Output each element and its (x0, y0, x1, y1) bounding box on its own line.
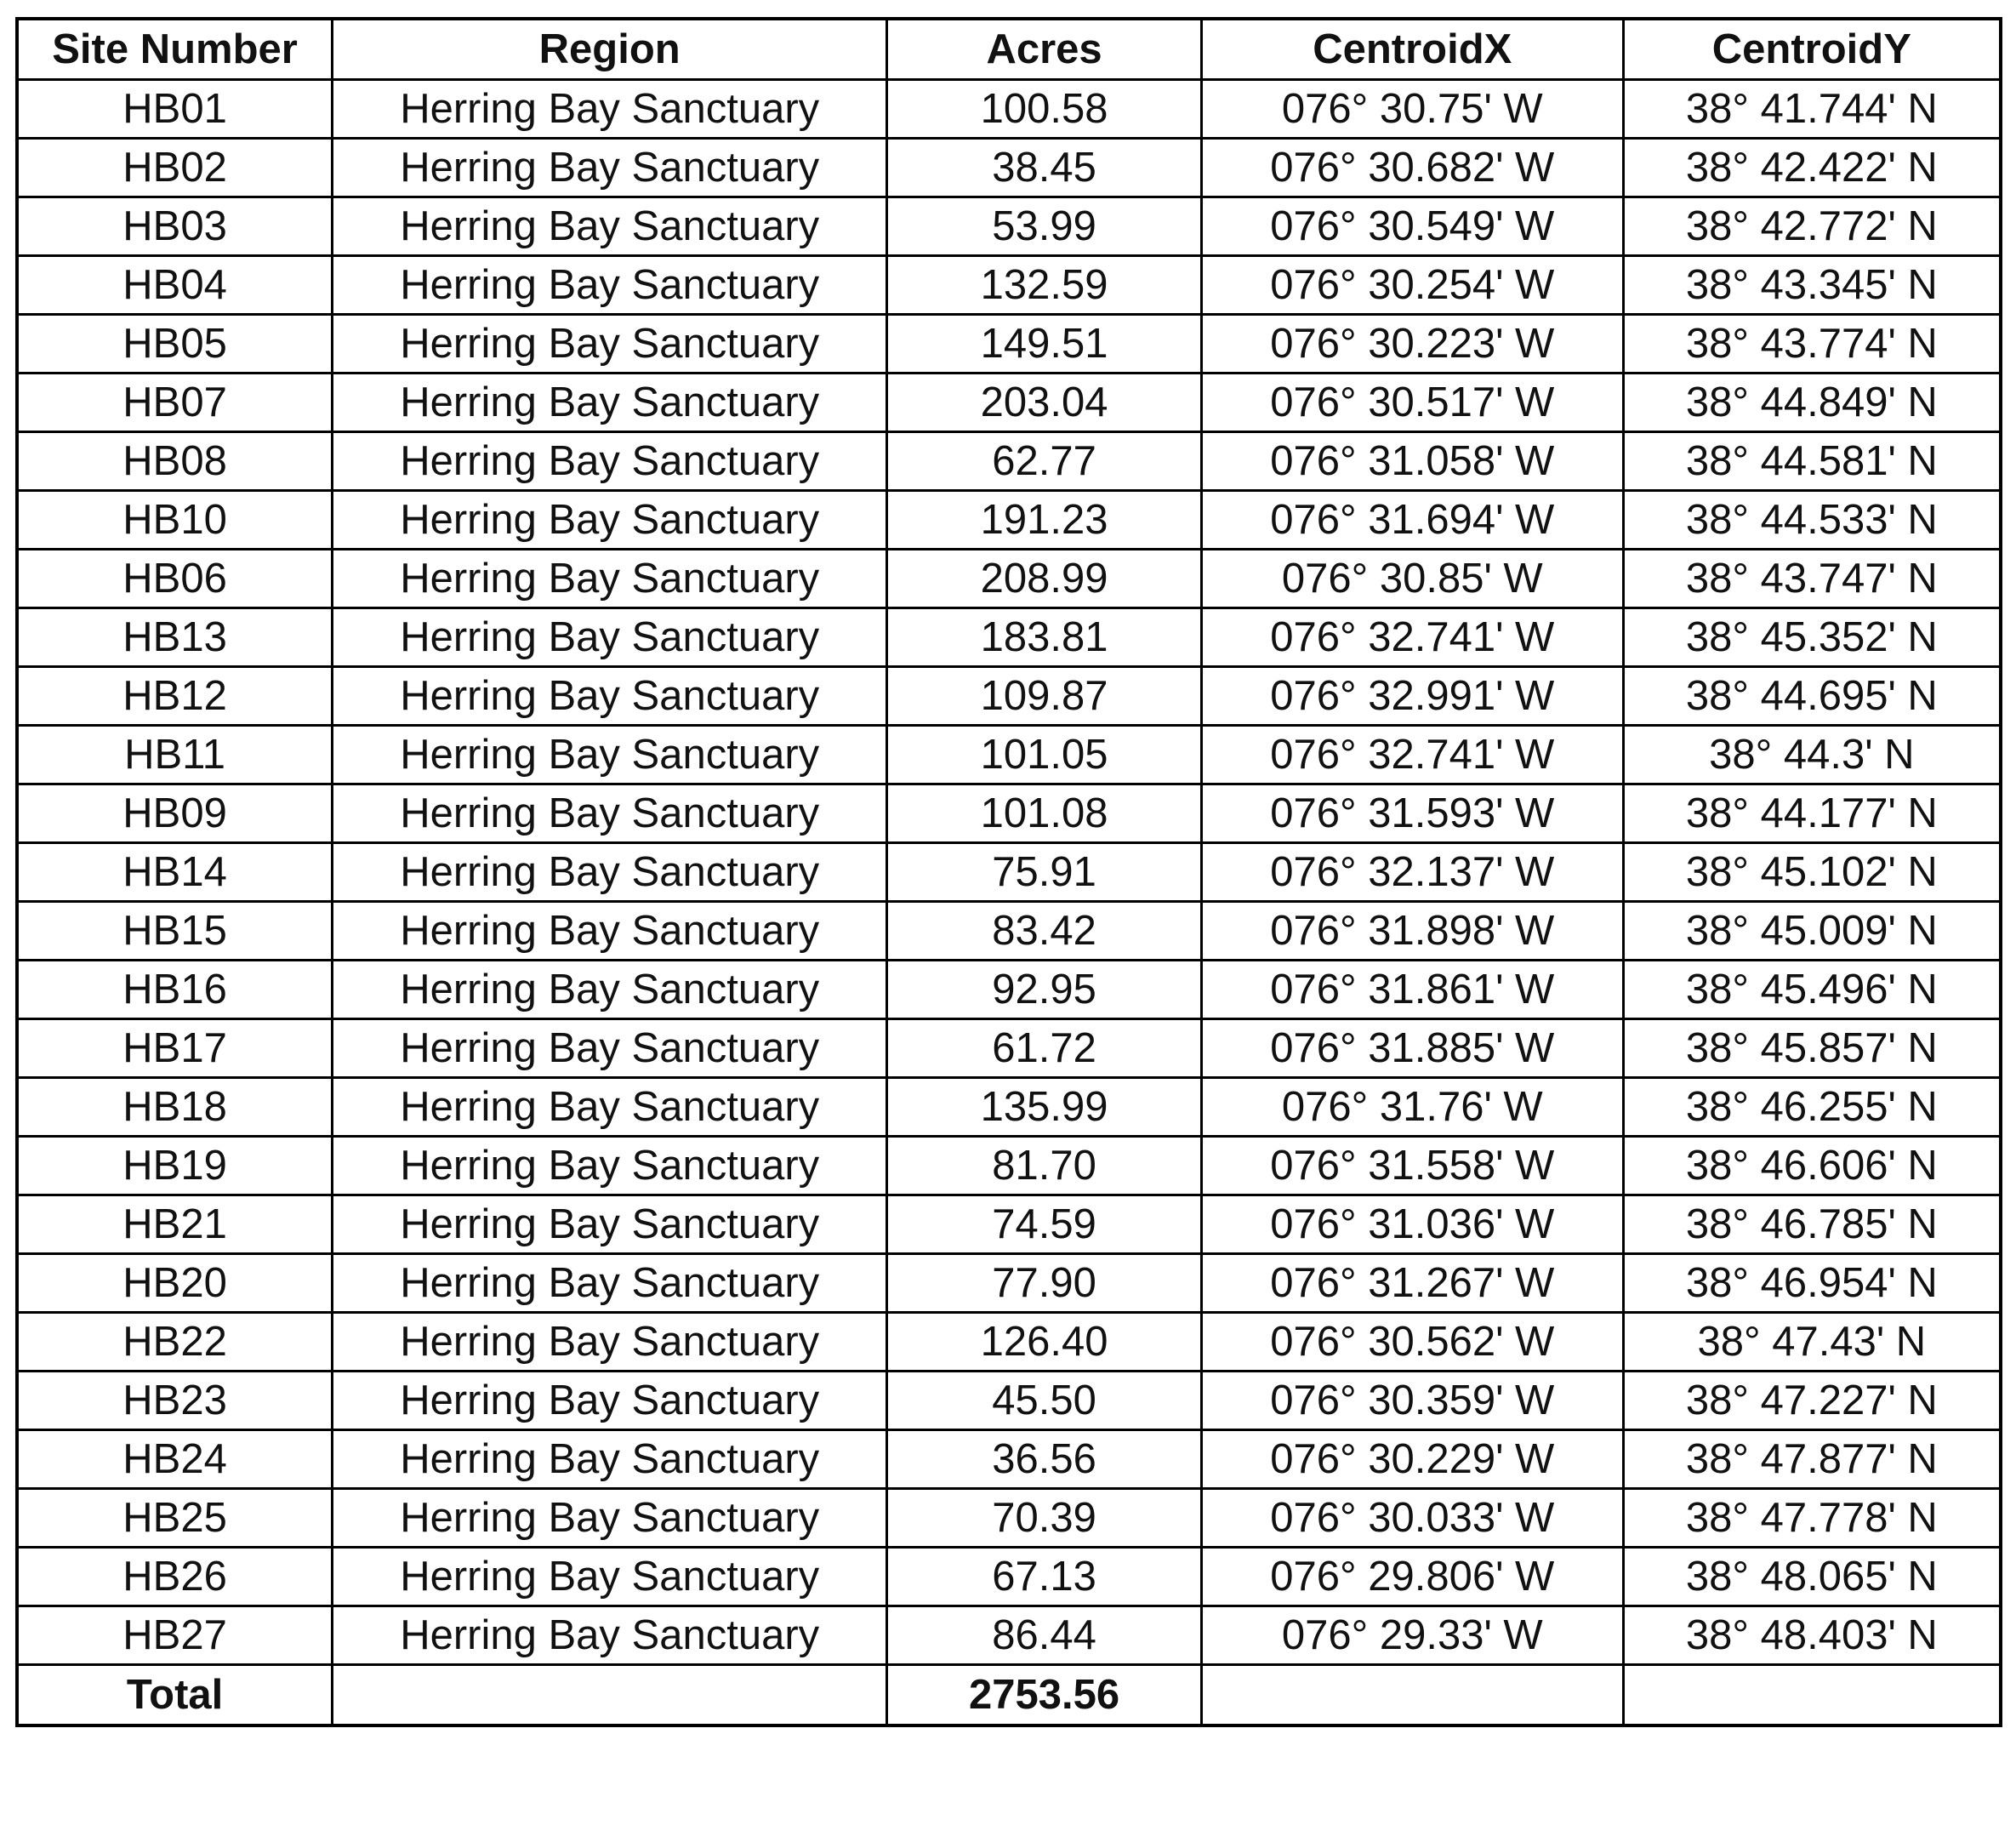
cell-acres: 86.44 (887, 1606, 1202, 1665)
header-region: Region (333, 19, 887, 80)
cell-region: Herring Bay Sanctuary (333, 139, 887, 197)
cell-centroid-y: 38° 47.227' N (1623, 1372, 2001, 1430)
cell-acres: 132.59 (887, 256, 1202, 315)
cell-acres: 53.99 (887, 197, 1202, 256)
cell-site-number: HB03 (17, 197, 333, 256)
cell-site-number: HB19 (17, 1137, 333, 1195)
cell-centroid-x: 076° 31.898' W (1201, 902, 1623, 961)
cell-region: Herring Bay Sanctuary (333, 256, 887, 315)
cell-region: Herring Bay Sanctuary (333, 1195, 887, 1254)
cell-centroid-y: 38° 45.102' N (1623, 843, 2001, 902)
cell-site-number: HB20 (17, 1254, 333, 1313)
cell-acres: 126.40 (887, 1313, 1202, 1372)
cell-acres: 135.99 (887, 1078, 1202, 1137)
cell-acres: 101.08 (887, 784, 1202, 843)
cell-acres: 100.58 (887, 80, 1202, 139)
cell-centroid-x: 076° 31.76' W (1201, 1078, 1623, 1137)
table-row (17, 1548, 2001, 1606)
cell-acres: 67.13 (887, 1548, 1202, 1606)
cell-centroid-y: 38° 46.255' N (1623, 1078, 2001, 1137)
table-row (17, 902, 2001, 961)
cell-acres: 75.91 (887, 843, 1202, 902)
cell-centroid-x: 076° 30.85' W (1201, 550, 1623, 608)
table-row (17, 608, 2001, 667)
cell-centroid-x: 076° 32.137' W (1201, 843, 1623, 902)
table-row (17, 1019, 2001, 1078)
cell-centroid-x: 076° 30.359' W (1201, 1372, 1623, 1430)
cell-site-number: HB04 (17, 256, 333, 315)
cell-acres: 101.05 (887, 726, 1202, 784)
cell-acres: 36.56 (887, 1430, 1202, 1489)
cell-centroid-x: 076° 30.033' W (1201, 1489, 1623, 1548)
cell-centroid-x: 076° 30.75' W (1201, 80, 1623, 139)
cell-centroid-y: 38° 47.877' N (1623, 1430, 2001, 1489)
cell-site-number: HB09 (17, 784, 333, 843)
cell-centroid-x: 076° 30.682' W (1201, 139, 1623, 197)
cell-centroid-x: 076° 30.223' W (1201, 315, 1623, 374)
cell-region: Herring Bay Sanctuary (333, 1019, 887, 1078)
cell-centroid-y: 38° 45.009' N (1623, 902, 2001, 961)
cell-region: Herring Bay Sanctuary (333, 315, 887, 374)
table-body (17, 80, 2001, 1665)
table-row (17, 374, 2001, 432)
table-row (17, 726, 2001, 784)
table-row (17, 667, 2001, 726)
cell-centroid-y: 38° 43.345' N (1623, 256, 2001, 315)
header-centroid-y: CentroidY (1623, 19, 2001, 80)
cell-centroid-x: 076° 31.593' W (1201, 784, 1623, 843)
cell-region: Herring Bay Sanctuary (333, 843, 887, 902)
table-row (17, 1137, 2001, 1195)
cell-region: Herring Bay Sanctuary (333, 902, 887, 961)
cell-site-number: HB16 (17, 961, 333, 1019)
cell-site-number: HB11 (17, 726, 333, 784)
header-row (17, 19, 2001, 80)
cell-site-number: HB05 (17, 315, 333, 374)
cell-site-number: HB14 (17, 843, 333, 902)
cell-region: Herring Bay Sanctuary (333, 80, 887, 139)
cell-region: Herring Bay Sanctuary (333, 1078, 887, 1137)
table-row (17, 1078, 2001, 1137)
cell-centroid-x: 076° 29.806' W (1201, 1548, 1623, 1606)
cell-centroid-x: 076° 30.549' W (1201, 197, 1623, 256)
table-row (17, 1195, 2001, 1254)
cell-acres: 74.59 (887, 1195, 1202, 1254)
cell-centroid-y: 38° 46.785' N (1623, 1195, 2001, 1254)
cell-acres: 191.23 (887, 491, 1202, 550)
cell-centroid-x: 076° 30.229' W (1201, 1430, 1623, 1489)
cell-acres: 45.50 (887, 1372, 1202, 1430)
cell-region: Herring Bay Sanctuary (333, 1489, 887, 1548)
table-row (17, 1430, 2001, 1489)
cell-centroid-y: 38° 44.581' N (1623, 432, 2001, 491)
cell-site-number: HB27 (17, 1606, 333, 1665)
table-row (17, 432, 2001, 491)
header-site-number: Site Number (17, 19, 333, 80)
cell-site-number: HB17 (17, 1019, 333, 1078)
cell-centroid-y: 38° 41.744' N (1623, 80, 2001, 139)
table-row (17, 1254, 2001, 1313)
cell-region: Herring Bay Sanctuary (333, 1606, 887, 1665)
cell-centroid-x: 076° 32.991' W (1201, 667, 1623, 726)
table-row (17, 1372, 2001, 1430)
cell-acres: 83.42 (887, 902, 1202, 961)
cell-centroid-x: 076° 30.254' W (1201, 256, 1623, 315)
cell-site-number: HB08 (17, 432, 333, 491)
cell-site-number: HB22 (17, 1313, 333, 1372)
table-footer (17, 1665, 2001, 1726)
cell-site-number: HB10 (17, 491, 333, 550)
cell-centroid-y: 38° 44.533' N (1623, 491, 2001, 550)
cell-acres: 183.81 (887, 608, 1202, 667)
cell-site-number: HB06 (17, 550, 333, 608)
table-row (17, 315, 2001, 374)
cell-site-number: HB02 (17, 139, 333, 197)
cell-centroid-y: 38° 44.695' N (1623, 667, 2001, 726)
cell-centroid-x: 076° 31.267' W (1201, 1254, 1623, 1313)
cell-centroid-x: 076° 30.517' W (1201, 374, 1623, 432)
cell-acres: 70.39 (887, 1489, 1202, 1548)
table-header (17, 19, 2001, 80)
cell-centroid-x: 076° 31.694' W (1201, 491, 1623, 550)
cell-acres: 61.72 (887, 1019, 1202, 1078)
cell-centroid-y: 38° 44.849' N (1623, 374, 2001, 432)
table-row (17, 197, 2001, 256)
cell-region: Herring Bay Sanctuary (333, 1372, 887, 1430)
table-row (17, 550, 2001, 608)
cell-centroid-y: 38° 48.065' N (1623, 1548, 2001, 1606)
total-centroid-y (1623, 1665, 2001, 1726)
cell-site-number: HB26 (17, 1548, 333, 1606)
cell-site-number: HB24 (17, 1430, 333, 1489)
cell-centroid-x: 076° 32.741' W (1201, 726, 1623, 784)
cell-centroid-y: 38° 45.496' N (1623, 961, 2001, 1019)
cell-centroid-y: 38° 42.772' N (1623, 197, 2001, 256)
cell-region: Herring Bay Sanctuary (333, 432, 887, 491)
cell-region: Herring Bay Sanctuary (333, 608, 887, 667)
cell-centroid-y: 38° 47.43' N (1623, 1313, 2001, 1372)
cell-centroid-y: 38° 46.606' N (1623, 1137, 2001, 1195)
cell-centroid-y: 38° 48.403' N (1623, 1606, 2001, 1665)
cell-region: Herring Bay Sanctuary (333, 726, 887, 784)
cell-centroid-y: 38° 44.3' N (1623, 726, 2001, 784)
cell-centroid-x: 076° 31.861' W (1201, 961, 1623, 1019)
cell-acres: 149.51 (887, 315, 1202, 374)
total-acres: 2753.56 (887, 1665, 1202, 1726)
cell-site-number: HB13 (17, 608, 333, 667)
cell-region: Herring Bay Sanctuary (333, 1430, 887, 1489)
total-centroid-x (1201, 1665, 1623, 1726)
table-row (17, 784, 2001, 843)
sites-table (15, 17, 2002, 1727)
cell-region: Herring Bay Sanctuary (333, 550, 887, 608)
table-row (17, 256, 2001, 315)
cell-region: Herring Bay Sanctuary (333, 491, 887, 550)
cell-site-number: HB12 (17, 667, 333, 726)
cell-acres: 109.87 (887, 667, 1202, 726)
total-label: Total (17, 1665, 333, 1726)
cell-acres: 208.99 (887, 550, 1202, 608)
cell-acres: 92.95 (887, 961, 1202, 1019)
cell-centroid-x: 076° 32.741' W (1201, 608, 1623, 667)
cell-region: Herring Bay Sanctuary (333, 1548, 887, 1606)
table-row (17, 1606, 2001, 1665)
cell-site-number: HB25 (17, 1489, 333, 1548)
cell-region: Herring Bay Sanctuary (333, 1137, 887, 1195)
cell-acres: 62.77 (887, 432, 1202, 491)
cell-centroid-y: 38° 45.857' N (1623, 1019, 2001, 1078)
cell-centroid-x: 076° 31.558' W (1201, 1137, 1623, 1195)
cell-centroid-x: 076° 29.33' W (1201, 1606, 1623, 1665)
total-region (333, 1665, 887, 1726)
cell-acres: 81.70 (887, 1137, 1202, 1195)
cell-centroid-y: 38° 43.774' N (1623, 315, 2001, 374)
cell-centroid-x: 076° 31.036' W (1201, 1195, 1623, 1254)
cell-site-number: HB07 (17, 374, 333, 432)
cell-centroid-x: 076° 31.058' W (1201, 432, 1623, 491)
cell-centroid-y: 38° 43.747' N (1623, 550, 2001, 608)
cell-site-number: HB15 (17, 902, 333, 961)
cell-centroid-y: 38° 45.352' N (1623, 608, 2001, 667)
table-row (17, 491, 2001, 550)
cell-region: Herring Bay Sanctuary (333, 1254, 887, 1313)
cell-region: Herring Bay Sanctuary (333, 197, 887, 256)
cell-centroid-y: 38° 47.778' N (1623, 1489, 2001, 1548)
table-row (17, 139, 2001, 197)
cell-region: Herring Bay Sanctuary (333, 667, 887, 726)
table-row (17, 961, 2001, 1019)
cell-region: Herring Bay Sanctuary (333, 1313, 887, 1372)
cell-centroid-x: 076° 30.562' W (1201, 1313, 1623, 1372)
cell-site-number: HB18 (17, 1078, 333, 1137)
table-row (17, 1313, 2001, 1372)
cell-acres: 203.04 (887, 374, 1202, 432)
cell-centroid-x: 076° 31.885' W (1201, 1019, 1623, 1078)
cell-centroid-y: 38° 46.954' N (1623, 1254, 2001, 1313)
cell-region: Herring Bay Sanctuary (333, 784, 887, 843)
cell-site-number: HB01 (17, 80, 333, 139)
table-row (17, 1489, 2001, 1548)
header-centroid-x: CentroidX (1201, 19, 1623, 80)
table-row (17, 80, 2001, 139)
cell-acres: 38.45 (887, 139, 1202, 197)
header-acres: Acres (887, 19, 1202, 80)
table-row (17, 843, 2001, 902)
cell-acres: 77.90 (887, 1254, 1202, 1313)
cell-centroid-y: 38° 44.177' N (1623, 784, 2001, 843)
cell-site-number: HB21 (17, 1195, 333, 1254)
cell-region: Herring Bay Sanctuary (333, 374, 887, 432)
cell-site-number: HB23 (17, 1372, 333, 1430)
cell-centroid-y: 38° 42.422' N (1623, 139, 2001, 197)
cell-region: Herring Bay Sanctuary (333, 961, 887, 1019)
total-row (17, 1665, 2001, 1726)
